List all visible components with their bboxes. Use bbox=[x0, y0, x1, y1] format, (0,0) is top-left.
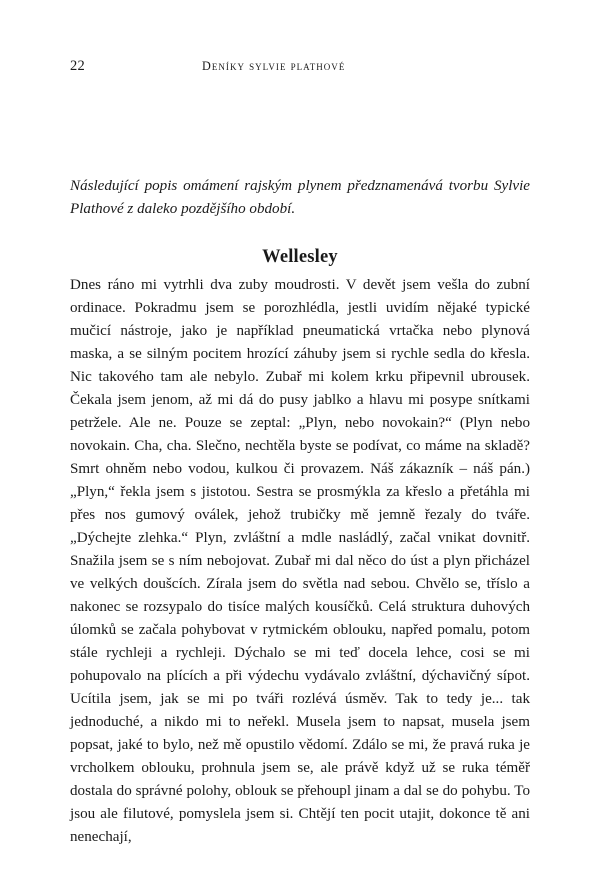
page-number: 22 bbox=[70, 58, 86, 74]
page-content bbox=[70, 175, 530, 849]
epigraph-text: Následující popis omámení rajským plynem předznamenává tvorbu Sylvie Plathové z daleko pozdějšího období. bbox=[70, 178, 530, 217]
running-head bbox=[70, 58, 530, 78]
body-text bbox=[70, 274, 530, 849]
chapter-title: Wellesley bbox=[262, 246, 338, 267]
body-paragraph: Dnes ráno mi vytrhli dva zuby moudrosti. V devět jsem vešla do zubní ordinace. Pokradmu jsem se porozhlédla, jestli uvidím nějaké typické mučicí nástroje, jako je například pneumatická vrtačka nebo plynová maska, a se silným pocitem hrozící záhuby jsem si rychle sedla do křesla. Nic takového tam ale nebylo. Zubař mi kolem krku připevnil ubrousek. Čekala jsem jenom, až mi dá do pusy jablko a hlavu mi posype snítkami petržele. Ale ne. Pouze se zeptal: „Plyn, nebo novokain?“ (Plyn nebo novokain. Cha, cha. Slečno, nechtěla byste se podívat, co máme na skladě? Smrt ohněm nebo vodou, kulkou či provazem. Náš zákazník – náš pán.) „Plyn,“ řekla jsem s jistotou. Sestra se prosmýkla za křeslo a přetáhla mi přes nos gumový oválek, jehož trubičky mě jemně řezaly do tváře. „Dýchejte zlehka.“ Plyn, zvláštní a mdle nasládlý, začal vnikat dovnitř. Snažila jsem se s ním nebojovat. Zubař mi dal něco do úst a plyn přicházel ve velkých doušcích. Zírala jsem do světla nad sebou. Chvělo se, tříslo a nakonec se rozsypalo do tisíce malých kousíčků. Celá struktura duhových úlomků se začala pohybovat v rytmickém oblouku, napřed pomalu, potom stále rychleji a rychleji. Dýchalo se mi teď docela lehce, cosi se mi pohupovalo na plících a při výdechu vydávalo zvláštní, dýchavičný sípot. Ucítila jsem, jak se mi po tváři rozlévá úsměv. Tak to tedy je... tak jednoduché, a nikdo mi to neřekl. Musela jsem to napsat, musela jsem popsat, jaké to bylo, než mě opustilo vědomí. Zdálo se mi, že pravá ruka je vrcholkem oblouku, prohnula jsem se, ale právě když už se ruka téměř dostala do správné polohy, oblouk se přehoupl jinam a dal se do pohybu. To jsou ale filutové, pomyslela jsem si. Chtějí ten pocit utajit, dokonce tě ani nenechají, bbox=[70, 276, 530, 846]
running-head-title: deníky sylvie plathové bbox=[202, 59, 346, 73]
